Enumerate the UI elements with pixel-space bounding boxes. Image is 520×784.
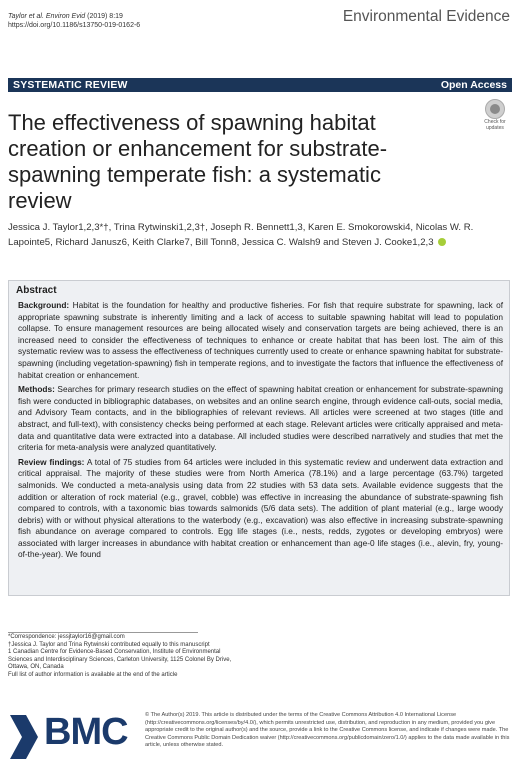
citation-authors: Taylor et al. Environ Evid	[8, 13, 86, 20]
orcid-icon[interactable]	[438, 238, 446, 246]
section-bar	[8, 78, 512, 92]
abstract-body	[18, 300, 503, 564]
methods-text: Searches for primary research studies on the effect of spawning habitat creation or enhancement for substrate-spawning fish were conducted in bibliographic databases, on websites and an online search engine, through evidence call-outs, social media, and Advisory Team contacts, and in the bibliographies of relevant reviews. All articles were screened at two stages (title and abstract, and full-text), with consistency checks being performed at each stage. Relevant articles were critically appraised and meta-data and quantitative data were extracted into a database. All included studies were described narratively and studies that met the criteria for meta-analysis were analyzed quantitatively.	[18, 384, 503, 453]
check-updates-icon	[485, 99, 505, 119]
background-text: Habitat is the foundation for healthy and productive fisheries. For fish that require substrate for spawning, lack of appropriate spawning substrate is inherently limiting and a lack of access to suitable spawning habitat will lead to population collapse. To ensure management resources are being allocated wisely and conservation targets are being achieved, there is an increased need to consider the effectiveness of techniques to enhance or create habitat that has been lost. The aim of this systematic review was to assess the effectiveness of techniques currently used to create or enhance spawning habitat for substrate-spawning (including vegetation-spawning) fish in temperate regions, and to investigate the factors that influence the effectiveness of habitat creation or enhancement.	[18, 300, 503, 380]
open-access-label: Open Access	[440, 79, 507, 91]
doi-link[interactable]: https://doi.org/10.1186/s13750-019-0162-6	[8, 22, 141, 29]
abstract-background	[18, 300, 503, 381]
citation-header	[8, 12, 140, 30]
license-text: © The Author(s) 2019. This article is distributed under the terms of the Creative Commons Attribution 4.0 International License (http://creativecommons.org/licenses/by/4.0/), which permits unrestricted use, distribution, and reproduction in any medium, provided you give appropriate credit to the original author(s) and the source, provide a link to the Creative Commons license, and indicate if changes were made. The Creative Commons Public Domain Dedication waiver (http://creativecommons.org/publicdomain/zero/1.0/) applies to the data made available in this article, unless otherwise stated.	[145, 712, 510, 749]
badge-line-1: Check for	[484, 119, 506, 125]
footnote-divider	[8, 632, 198, 633]
methods-label: Methods:	[18, 384, 55, 395]
correspondence-note: *Correspondence: jessjtaylor16@gmail.com	[8, 634, 125, 640]
affiliation-note: 1 Canadian Centre for Evidence-Based Conservation, Institute of Environmental Sciences and Interdisciplinary Sciences, Carleton University, 1125 Colonel By Drive, Ottawa, ON, Canada	[8, 649, 232, 671]
author-list	[8, 220, 512, 250]
citation-year-volume: (2019) 8:19	[87, 13, 123, 20]
footnotes	[8, 634, 238, 680]
authors-text: Jessica J. Taylor1,2,3*†, Trina Rytwinski1,2,3†, Joseph R. Bennett1,3, Karen E. Smokorowski4, Nicolas W. R. Lapointe5, Richard Janusz6, Keith Clarke7, Bill Tonn8, Jessica C. Walsh9 and Steven J. Cooke1,2,3	[8, 222, 474, 248]
article-title: The effectiveness of spawning habitat creation or enhancement for substrate-spawning temperate fish: a systematic review	[8, 110, 388, 213]
abstract-methods	[18, 384, 503, 454]
article-type-label: SYSTEMATIC REVIEW	[13, 79, 128, 91]
bmc-logo-text: BMC	[44, 711, 128, 753]
findings-label: Review findings:	[18, 456, 85, 467]
background-label: Background:	[18, 300, 70, 310]
abstract-heading: Abstract	[16, 285, 57, 296]
equal-contribution-note: †Jessica J. Taylor and Trina Rytwinski contributed equally to this manuscript	[8, 641, 210, 648]
check-for-updates-badge[interactable]	[482, 99, 508, 129]
journal-name: Environmental Evidence	[342, 8, 510, 25]
findings-text: A total of 75 studies from 64 articles were included in this systematic review and underwent data extraction and critical appraisal. The majority of these studies were from North America (78.1%) and a large percentage (63.7%) targeted salmonids. We conducted a meta-analysis using data from 22 studies with 53 data sets. Available evidence suggests that the addition or alteration of rock material (e.g., gravel, cobble) was effective in increasing the abundance of substrate-spawning fish compared to controls, with a taxonomic bias towards salmonids (5/6 data sets). The addition of plant material (e.g., large woody debris) with or without physical alterations to the waterbody (e.g., excavation) was also effective in increasing substrate-spawning fish abundance on average compared to controls. Egg life stages (i.e., nests, redds, zygotes or developing embryos) were associated with larger increases in abundance with habitat creation or enhancement than age-0 life stages (i.e., alevin, fry, young-of-the-year). We found	[18, 456, 503, 560]
abstract-box	[8, 280, 510, 596]
author-info-note: Full list of author information is available at the end of the article	[8, 671, 178, 678]
badge-line-2: updates	[486, 125, 504, 131]
abstract-findings	[18, 457, 503, 561]
